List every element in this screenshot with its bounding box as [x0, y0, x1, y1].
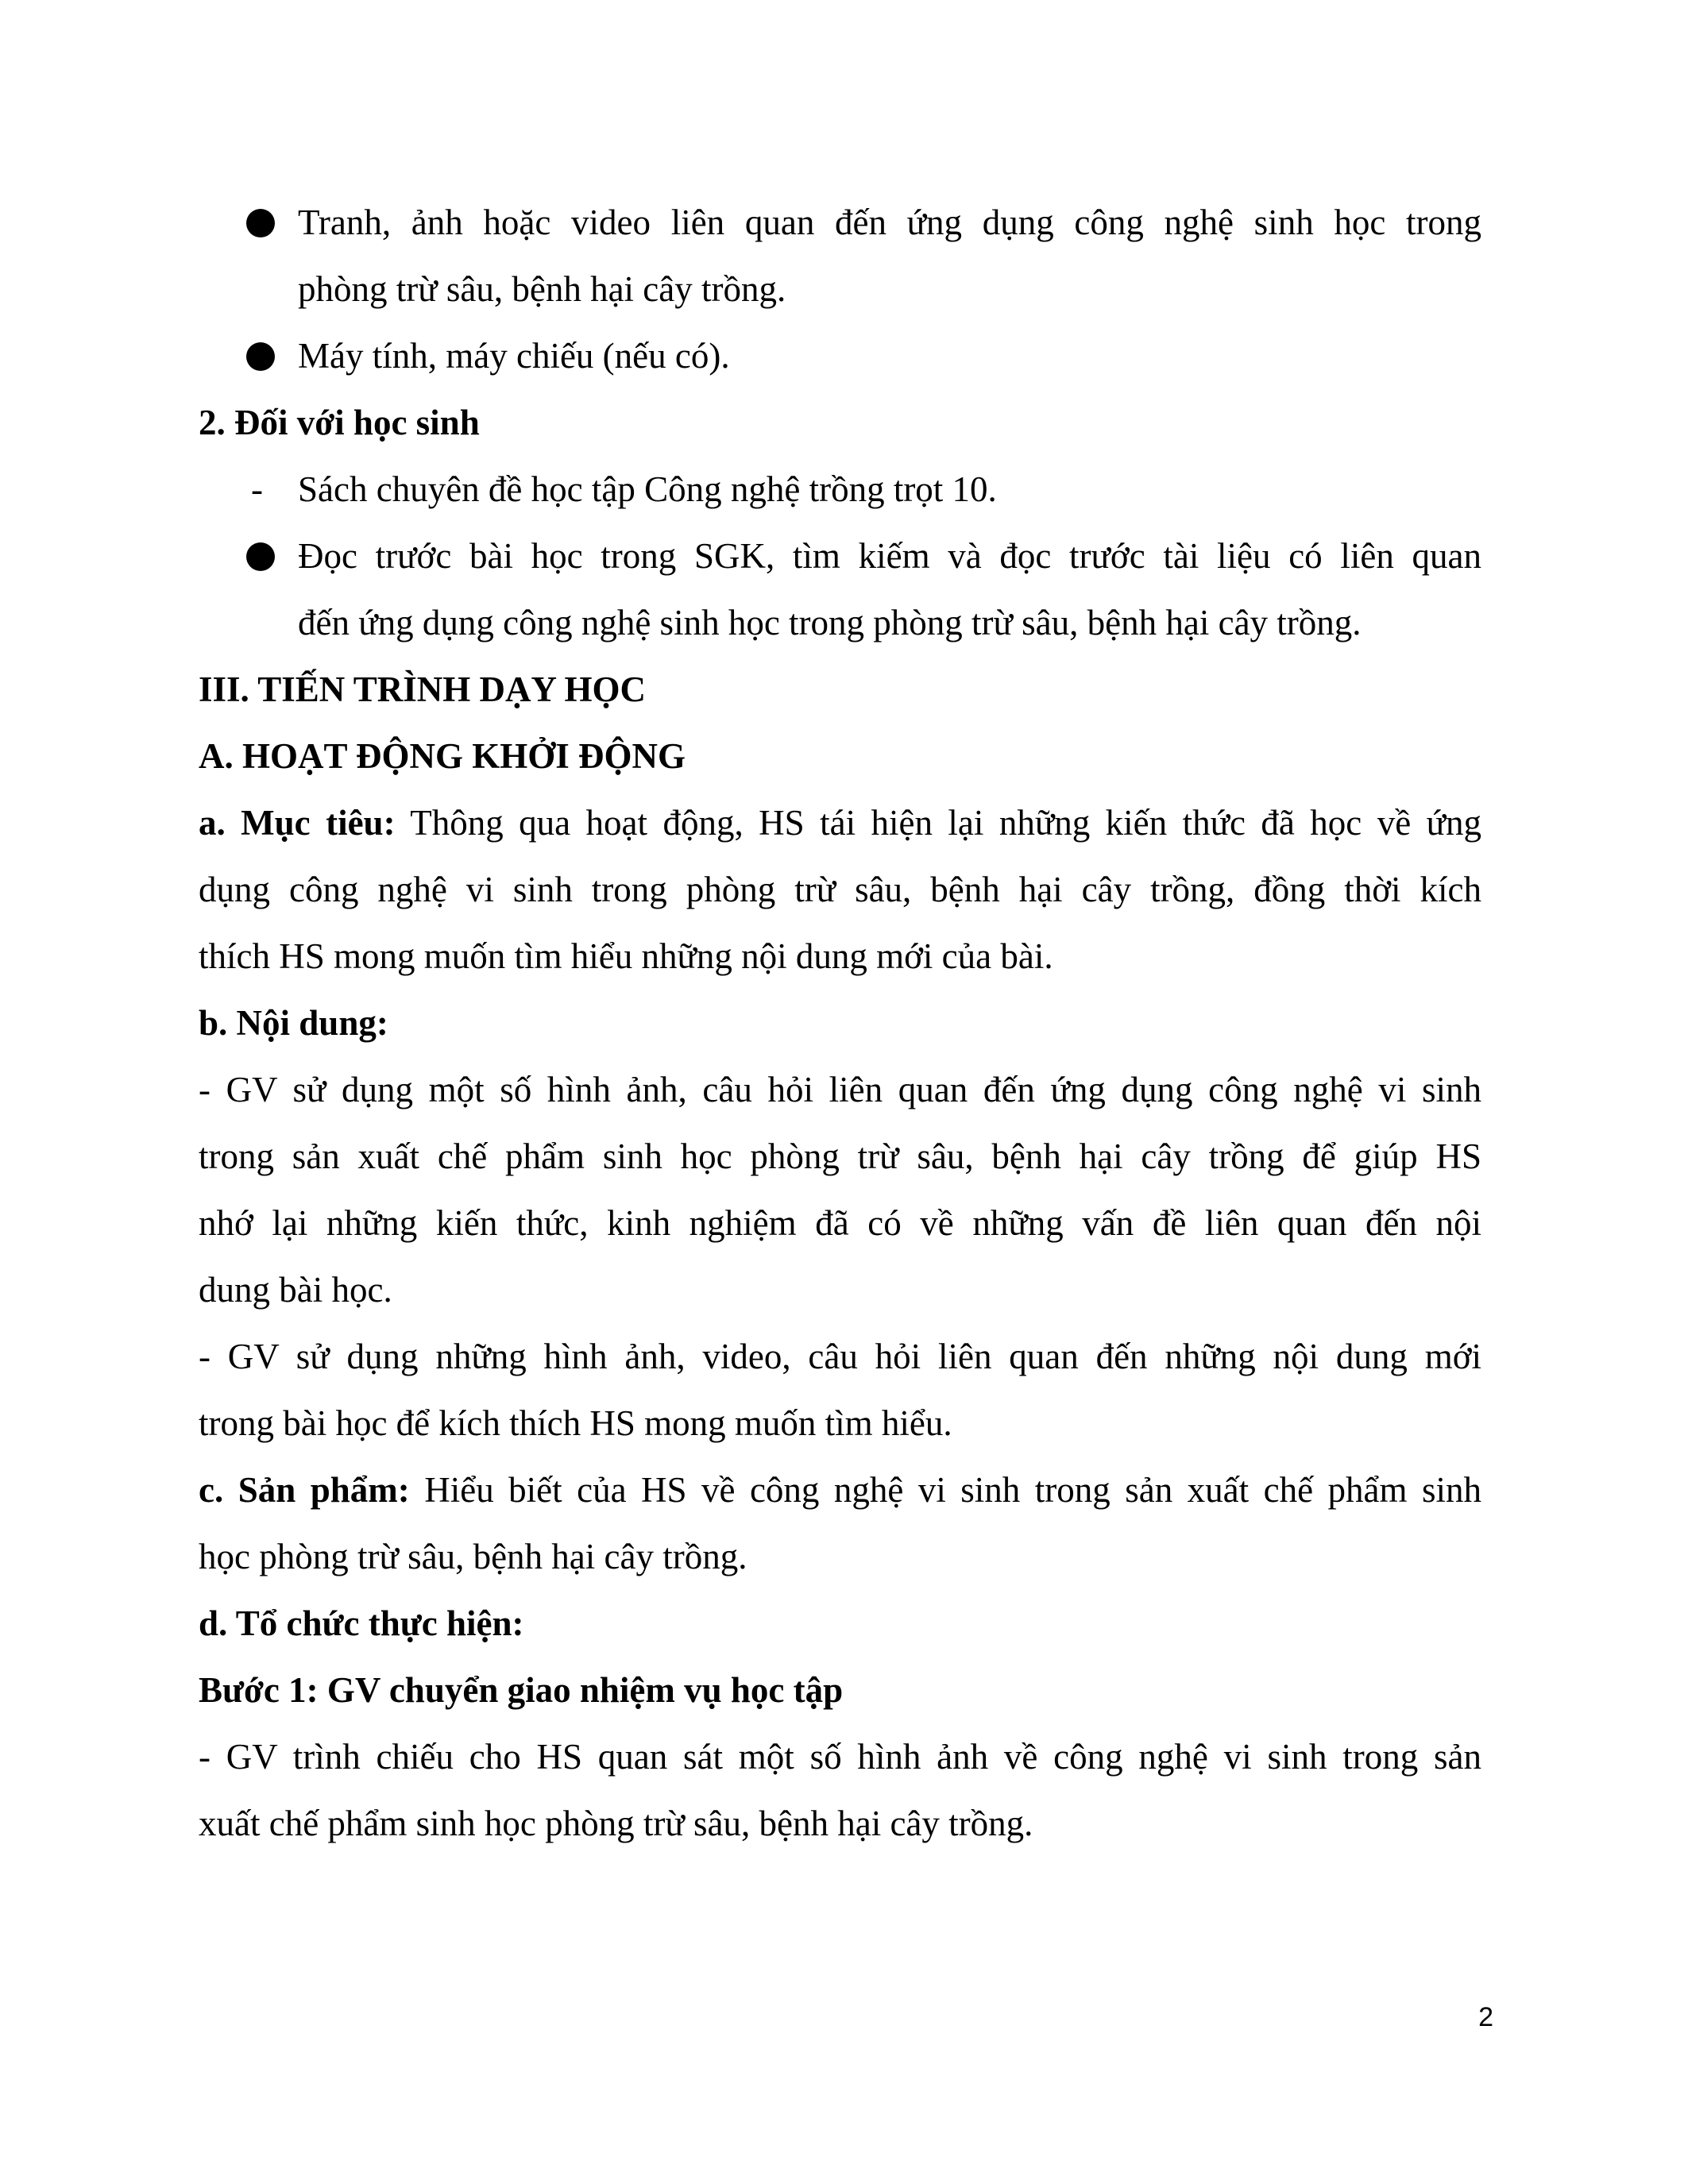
list-item-line: Sách chuyên đề học tập Công nghệ trồng trọt 10. [298, 469, 997, 509]
list-item [199, 322, 1481, 389]
product-line [199, 1457, 1481, 1523]
objective-label: a. Mục tiêu: [199, 803, 396, 843]
list-item-line: Máy tính, máy chiếu (nếu có). [298, 336, 730, 376]
objective-line: dụng công nghệ vi sinh trong phòng trừ sâu, bệnh hại cây trồng, đồng thời kích [199, 870, 1481, 909]
list-item [199, 523, 1481, 656]
objective-line: thích HS mong muốn tìm hiểu những nội dung mới của bài. [199, 936, 1053, 976]
section-heading: III. TIẾN TRÌNH DẠY HỌC [199, 669, 647, 709]
list-item-line: Tranh, ảnh hoặc video liên quan đến ứng dụng công nghệ sinh học trong [298, 203, 1481, 242]
content-label: b. Nội dung: [199, 1003, 388, 1043]
objective-text: Thông qua hoạt động, HS tái hiện lại những kiến thức đã học về ứng [395, 803, 1481, 843]
list-item-line: phòng trừ sâu, bệnh hại cây trồng. [298, 269, 786, 309]
bullet-icon [246, 322, 286, 389]
paragraph-line: trong sản xuất chế phẩm sinh học phòng trừ sâu, bệnh hại cây trồng để giúp HS [199, 1136, 1481, 1176]
paragraph-line: nhớ lại những kiến thức, kinh nghiệm đã có về những vấn đề liên quan đến nội [199, 1203, 1481, 1243]
objective-line [199, 789, 1481, 856]
page-number: 2 [1478, 2002, 1493, 2032]
bullet-icon [246, 523, 286, 589]
paragraph-line: - GV sử dụng những hình ảnh, video, câu hỏi liên quan đến những nội dung mới [199, 1337, 1481, 1376]
paragraph-line: trong bài học để kích thích HS mong muốn tìm hiểu. [199, 1403, 952, 1443]
product-text: Hiểu biết của HS về công nghệ vi sinh trong sản xuất chế phẩm sinh [409, 1470, 1481, 1510]
organize-label: d. Tổ chức thực hiện: [199, 1603, 524, 1643]
paragraph-line: dung bài học. [199, 1270, 392, 1310]
paragraph-line: xuất chế phẩm sinh học phòng trừ sâu, bệnh hại cây trồng. [199, 1804, 1033, 1843]
bullet-icon [246, 189, 286, 256]
dash-marker: - [251, 469, 263, 509]
product-label: c. Sản phẩm: [199, 1470, 410, 1510]
paragraph-line: - GV sử dụng một số hình ảnh, câu hỏi liên quan đến ứng dụng công nghệ vi sinh [199, 1070, 1481, 1109]
step-heading: Bước 1: GV chuyển giao nhiệm vụ học tập [199, 1670, 844, 1710]
section-heading: A. HOẠT ĐỘNG KHỞI ĐỘNG [199, 736, 686, 776]
paragraph-line: - GV trình chiếu cho HS quan sát một số hình ảnh về công nghệ vi sinh trong sản [199, 1737, 1481, 1777]
list-item [199, 189, 1481, 322]
list-item-line: đến ứng dụng công nghệ sinh học trong phòng trừ sâu, bệnh hại cây trồng. [298, 603, 1362, 642]
list-item [199, 456, 1481, 523]
document-page [199, 189, 1481, 1857]
product-line: học phòng trừ sâu, bệnh hại cây trồng. [199, 1537, 747, 1576]
list-item-line: Đọc trước bài học trong SGK, tìm kiếm và đọc trước tài liệu có liên quan [298, 536, 1481, 576]
section-heading: 2. Đối với học sinh [199, 403, 480, 442]
